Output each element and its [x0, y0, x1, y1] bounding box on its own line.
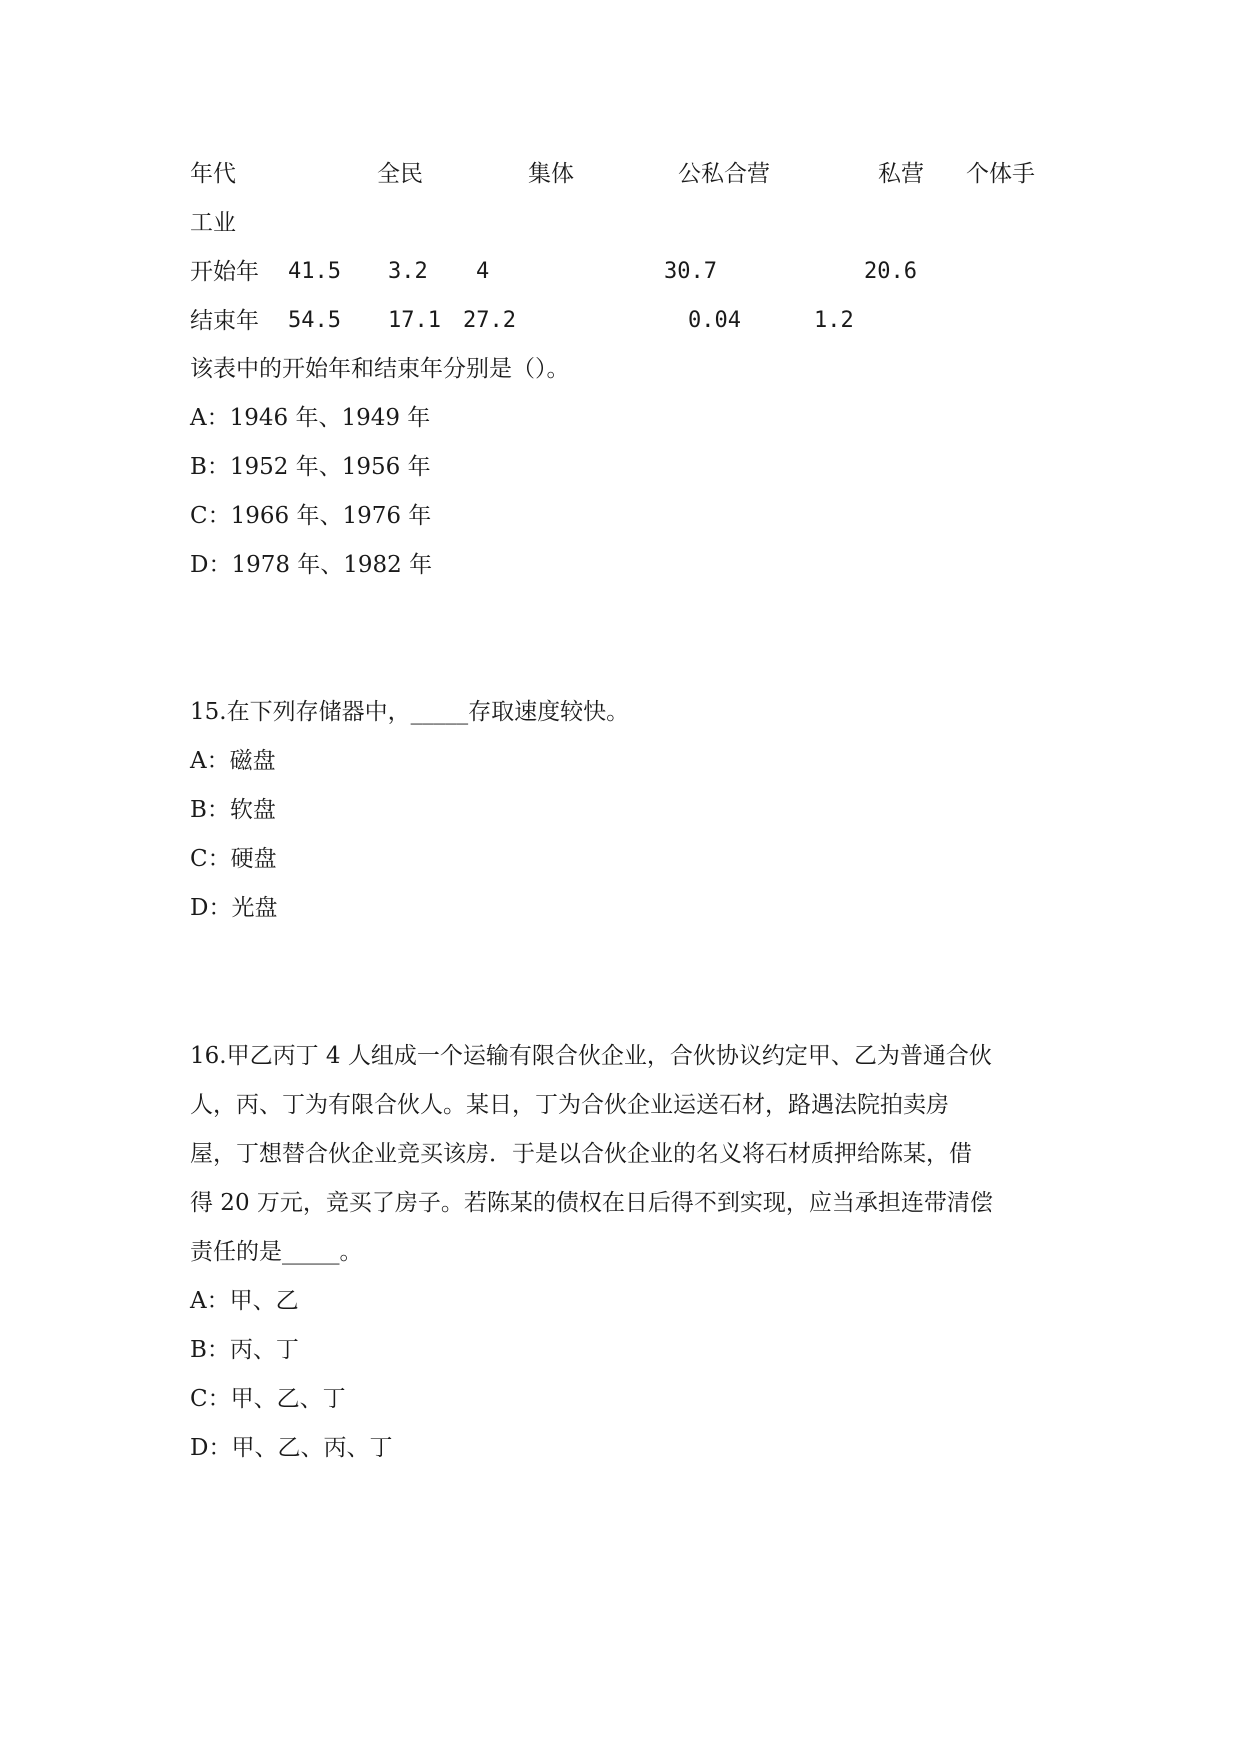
table-cell: 0.04: [688, 308, 741, 333]
table-cell: 30.7: [664, 259, 717, 284]
option-a: A：磁盘: [190, 748, 276, 774]
table-cell: 4: [476, 259, 490, 284]
option-b: B：丙、丁: [190, 1337, 299, 1363]
question-stem-line: 得 20 万元，竞买了房子。若陈某的债权在日后得不到实现，应当承担连带清偿: [190, 1190, 993, 1216]
option-c: C：1966 年、1976 年: [190, 503, 432, 529]
option-d: D：光盘: [190, 895, 278, 921]
table-cell: 54.5: [288, 308, 341, 333]
option-c: C：甲、乙、丁: [190, 1386, 346, 1412]
table-header-state: 全民: [377, 161, 423, 187]
option-a: A：甲、乙: [190, 1288, 299, 1314]
table-cell: 3.2: [388, 259, 428, 284]
question-stem-line: 人，丙、丁为有限合伙人。某日，丁为合伙企业运送石材，路遇法院拍卖房: [190, 1092, 949, 1118]
table-cell: 1.2: [814, 308, 854, 333]
option-a: A：1946 年、1949 年: [190, 405, 431, 431]
table-header-handicraft: 个体手: [966, 161, 1035, 187]
question-stem: 15.在下列存储器中，_____存取速度较快。: [190, 699, 630, 725]
question-stem-line: 16.甲乙丙丁 4 人组成一个运输有限合伙企业，合伙协议约定甲、乙为普通合伙: [190, 1043, 992, 1069]
table-cell: 27.2: [463, 308, 516, 333]
table-header-private: 私营: [878, 161, 924, 187]
question-stem: 该表中的开始年和结束年分别是（）。: [190, 356, 570, 382]
table-header-year: 年代: [190, 161, 236, 187]
option-c: C：硬盘: [190, 846, 277, 872]
table-row-end-label: 结束年: [190, 308, 259, 334]
table-cell: 41.5: [288, 259, 341, 284]
option-b: B：软盘: [190, 797, 276, 823]
option-d: D：甲、乙、丙、丁: [190, 1435, 393, 1461]
table-header-handicraft-cont: 工业: [190, 210, 236, 236]
table-header-joint: 公私合营: [678, 161, 770, 187]
question-stem-line: 屋，丁想替合伙企业竞买该房．于是以合伙企业的名义将石材质押给陈某，借: [190, 1141, 972, 1167]
table-cell: 20.6: [864, 259, 917, 284]
table-header-collective: 集体: [528, 161, 574, 187]
option-b: B：1952 年、1956 年: [190, 454, 431, 480]
option-d: D：1978 年、1982 年: [190, 552, 433, 578]
table-cell: 17.1: [388, 308, 441, 333]
table-row-start-label: 开始年: [190, 259, 259, 285]
question-stem-line: 责任的是_____。: [190, 1239, 363, 1265]
